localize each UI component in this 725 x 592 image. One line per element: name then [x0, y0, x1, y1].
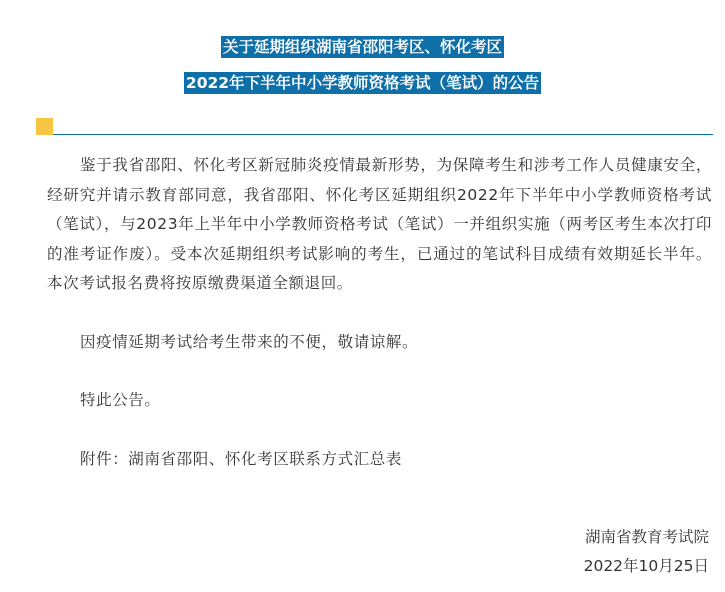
- accent-block: [36, 118, 53, 135]
- paragraph-apology: 因疫情延期考试给考生带来的不便，敬请谅解。: [80, 332, 419, 351]
- divider-line: [53, 134, 713, 135]
- announcement-body: [47, 151, 712, 474]
- paragraph-postponement: 鉴于我省邵阳、怀化考区新冠肺炎疫情最新形势，为保障考生和涉考工作人员健康安全，经研究并请示教育部同意，我省邵阳、怀化考区延期组织2022年下半年中小学教师资格考试（笔试），与2023年上半年中小学教师资格考试（笔试）一并组织实施（两考区考生本次打印的准考证作废）。受本次延期组织考试影响的考生，已通过的笔试科目成绩有效期延长半年。本次考试报名费将按原缴费渠道全额退回。: [47, 156, 712, 292]
- signature-date: 2022年10月25日: [583, 557, 709, 575]
- title-line-1: 关于延期组织湖南省邵阳考区、怀化考区: [222, 38, 502, 56]
- attachment-line: 附件：湖南省邵阳、怀化考区联系方式汇总表: [80, 449, 403, 468]
- announcement-title: [0, 36, 725, 108]
- paragraph-notice: 特此公告。: [80, 391, 161, 409]
- title-line-2: 2022年下半年中小学教师资格考试（笔试）的公告: [185, 74, 540, 92]
- signature-block: [584, 523, 709, 581]
- section-divider: [36, 118, 713, 135]
- signature-organization: 湖南省教育考试院: [584, 528, 709, 546]
